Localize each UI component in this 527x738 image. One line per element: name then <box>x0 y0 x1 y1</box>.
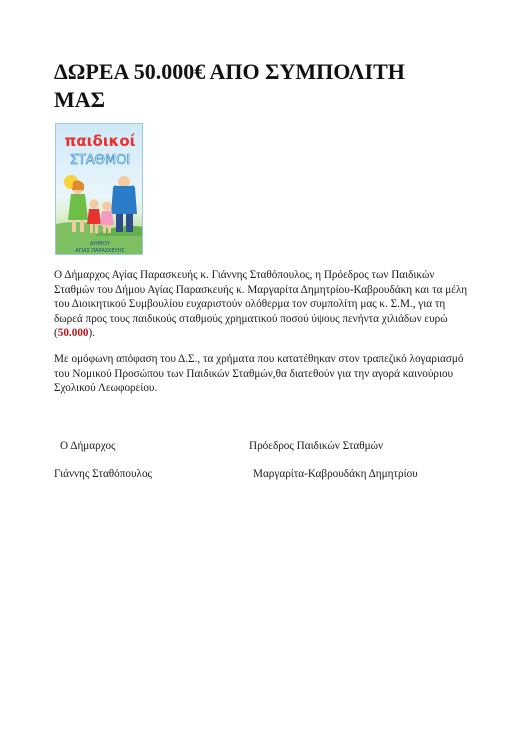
signature-right-name: Μαργαρίτα-Καβρουδάκη Δημητρίου <box>253 468 418 480</box>
logo-main-word: ΣΤΑΘΜΟΙ <box>69 153 131 168</box>
page-title <box>54 58 474 114</box>
paragraph-thanks-text: Ο Δήμαρχος Αγίας Παρασκευής κ. Γιάννης Σταθόπουλος, η Πρόεδρος των Παιδικών Σταθμών του Δήμου Αγίας Παρασκευής κ. Μαργαρίτα Δημητρίου-Καβρουδάκη και τα μέλη του Διοικητικού Συμβουλίου ευχαριστούν ολόθερμα τον συμπολίτη μας κ. Σ.Μ., για τη δωρεά προς τους παιδικούς σταθμούς χρηματικού ποσού ύψους πενήντα χιλιάδων ευρώ ( <box>54 269 468 339</box>
paragraph-thanks <box>54 268 474 341</box>
title-line-2: ΜΑΣ <box>54 87 106 112</box>
signature-right-role: Πρόεδρος Παιδικών Σταθμών <box>249 440 384 452</box>
logo-bottom-line-1: ΔΗΜΟΥ <box>89 241 111 247</box>
logo-bottom-line-2: ΑΓΙΑΣ ΠΑΡΑΣΚΕΥΗΣ <box>75 248 125 254</box>
signature-left-name: Γιάννης Σταθόπουλος <box>54 468 152 480</box>
nursery-logo <box>55 123 143 255</box>
signature-left-role: Ο Δήμαρχος <box>60 440 116 452</box>
title-line-1: ΔΩΡΕΑ 50.000€ ΑΠΟ ΣΥΜΠΟΛΙΤΗ <box>54 59 405 84</box>
paragraph-decision: Με ομόφωνη απόφαση του Δ.Σ., τα χρήματα που κατατέθηκαν στον τραπεζικό λογαριασμό του Νομικού Προσώπου των Παιδικών Σταθμών,θα διατεθούν για την αγορά καινούριου Σχολικού Λεωφορείου. <box>54 353 464 394</box>
paragraph-thanks-end: ). <box>88 327 96 339</box>
logo-top-word: παιδικοί <box>64 132 136 150</box>
nursery-logo-illustration <box>56 124 143 255</box>
donation-amount: 50.000 <box>57 327 89 339</box>
